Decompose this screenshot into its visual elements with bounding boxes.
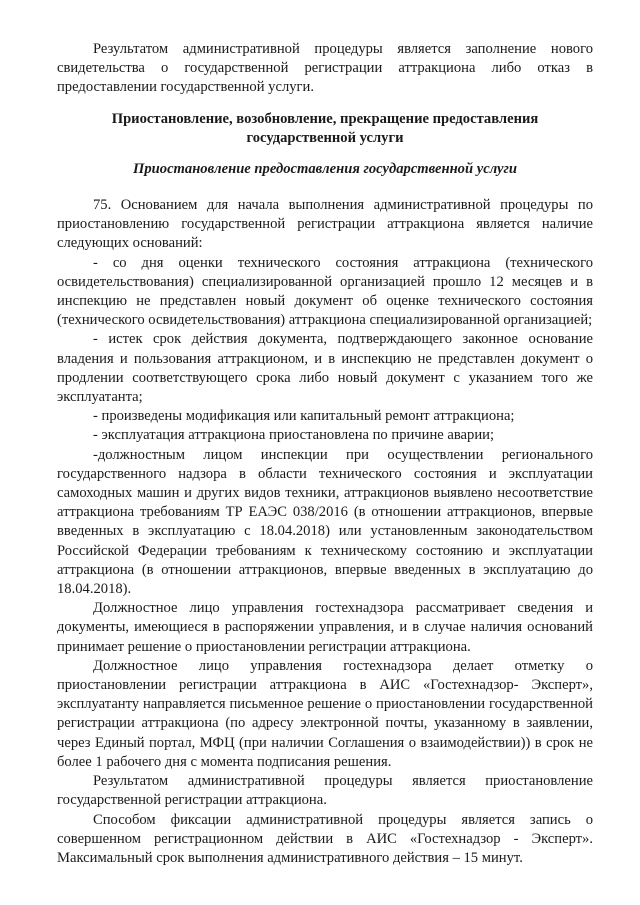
decision-paragraph: Должностное лицо управления гостехнадзора рассматривает сведения и документы, имеющиеся в распоряжении управления, и в случае наличия оснований принимает решение о приостановлении регистрации аттракциона. bbox=[57, 600, 593, 655]
basis-item-2: - истек срок действия документа, подтверждающего законное основание владения и пользования аттракционом, и в инспекцию не представлен документ о продлении соответствующего срока либо новый документ с указанием того же эксплуатанта; bbox=[57, 331, 593, 406]
section-heading: Приостановление, возобновление, прекращение предоставления государственной услуги bbox=[111, 111, 539, 147]
result-paragraph: Результатом административной процедуры является приостановление государственной регистрации аттракциона. bbox=[57, 773, 593, 809]
subsection-heading: Приостановление предоставления государственной услуги bbox=[133, 161, 517, 177]
basis-item-3: - произведены модификация или капитальный ремонт аттракциона; bbox=[93, 408, 515, 425]
notification-paragraph: Должностное лицо управления гостехнадзора делает отметку о приостановлении регистрации аттракциона в АИС «Гостехнадзор- Эксперт», эксплуатанту направляется письменное решение о приостановлении государственной регистрации аттракциона (по адресу электронной почты, указанному в заявлении, через Единый портал, МФЦ (при наличии Соглашения о взаимодействии)) в срок не более 1 рабочего дня с момента подписания решения. bbox=[57, 657, 593, 770]
basis-item-1: - со дня оценки технического состояния аттракциона (технического освидетельствования) специализированной организацией прошло 12 месяцев и в инспекцию не представлен новый документ об оценке технического состояния (технического освидетельствования) аттракциона специализированной организацией; bbox=[57, 254, 593, 329]
intro-block bbox=[57, 40, 593, 98]
intro-paragraph: Результатом административной процедуры является заполнение нового свидетельства о государственной регистрации аттракциона либо отказ в предоставлении государственной услуги. bbox=[57, 41, 593, 96]
paragraph-75: 75. Основанием для начала выполнения административной процедуры по приостановлению государственной регистрации аттракциона является наличие следующих оснований: bbox=[57, 197, 593, 252]
fixation-paragraph: Способом фиксации административной процедуры является запись о совершенном регистрационном действии в АИС «Гостехнадзор - Эксперт». Максимальный срок выполнения административного действия – 15 минут. bbox=[57, 811, 593, 866]
basis-item-4: - эксплуатация аттракциона приостановлена по причине аварии; bbox=[93, 427, 495, 444]
basis-item-5: -должностным лицом инспекции при осуществлении регионального государственного надзора в области технического состояния и эксплуатации самоходных машин и других видов техники, аттракционов выявлено несоответствие аттракциона требованиям ТР ЕАЭС 038/2016 (в отношении аттракционов, впервые введенных в эксплуатацию с 18.04.2018) или установленным законодательством Российской Федерации требованиям к техническому состоянию и эксплуатации аттракциона (в отношении аттракционов, впервые введенных в эксплуатацию до 18.04.2018). bbox=[57, 446, 593, 598]
body-block bbox=[57, 196, 593, 868]
